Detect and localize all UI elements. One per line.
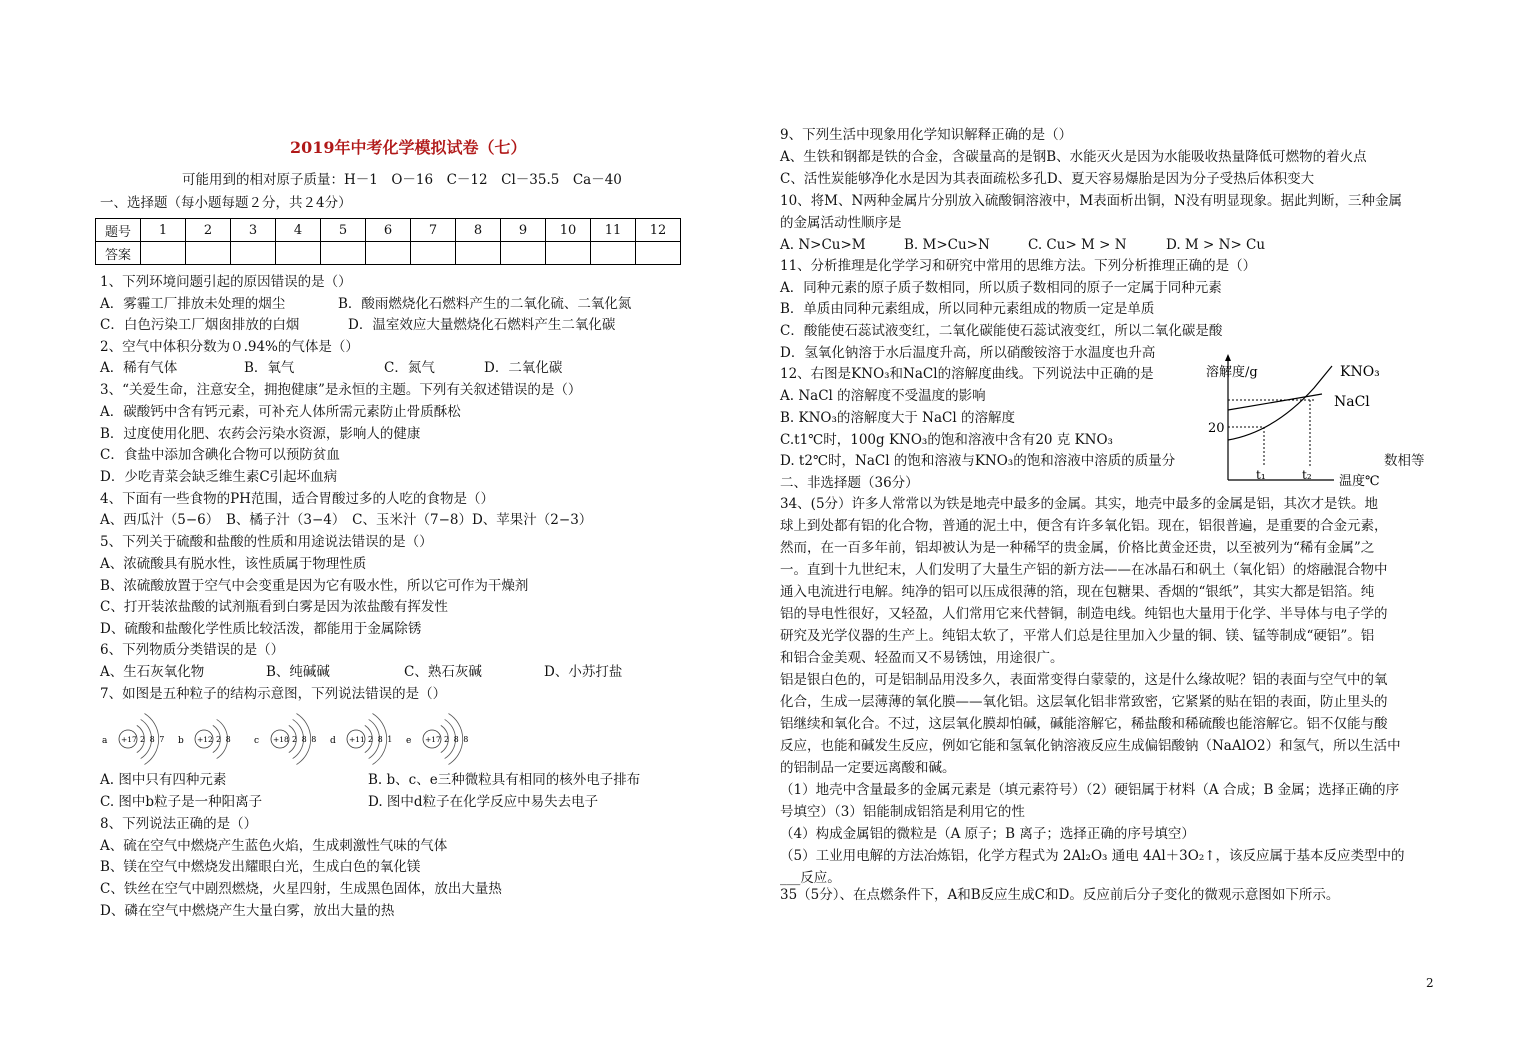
q34-line: 反应，也能和碱发生反应，例如它能和氢氧化钠溶液反应生成偏铝酸钠（NaAlO2）和氢气，所以生活中: [780, 738, 1401, 754]
atom-label: b: [178, 736, 184, 746]
q34-line: （1）地壳中含量最多的金属元素是（填元素符号）（2）硬铝属于材料（A 合成；B 金属；选择正确的序: [780, 782, 1400, 798]
section-2-heading: 二、非选择题（36分）: [780, 475, 919, 491]
q5-option-d: D、硫酸和盐酸化学性质比较活泼，都能用于金属除锈: [100, 621, 422, 637]
table-cell: 2: [186, 219, 231, 242]
q10-option-d: D. M > N> Cu: [1166, 237, 1266, 253]
nacl-curve: [1228, 394, 1322, 410]
atom-nucleus-charge: +12: [197, 735, 213, 744]
q1-option-a: A．雾霾工厂排放未处理的烟尘: [100, 296, 286, 312]
q9-stem: 9、下列生活中现象用化学知识解释正确的是（）: [780, 127, 1073, 143]
atom-structure-diagram: [100, 708, 500, 770]
q11-stem: 11、分析推理是化学学习和研究中常用的思维方法。下列分析推理正确的是（）: [780, 258, 1257, 274]
x-axis-label: 温度℃: [1339, 474, 1380, 489]
table-cell: 9: [501, 219, 546, 242]
q8-option-b: B、镁在空气中燃烧发出耀眼白光，生成白色的氧化镁: [100, 859, 421, 875]
q34-line: 和铝合金美观、轻盈而又不易锈蚀，用途很广。: [780, 650, 1064, 666]
q34-line: 球上到处都有铝的化合物，普通的泥土中，便含有许多氧化铝。现在，铝很普遍，是重要的合金元素，: [780, 518, 1388, 534]
q34-line: 化合，生成一层薄薄的氧化膜——氧化铝。这层氧化铝非常致密，它紧紧的贴在铝的表面，防止里头的: [780, 694, 1388, 710]
q11-option-d: D．氢氧化钠溶于水后温度升高，所以硝酸铵溶于水温度也升高: [780, 345, 1156, 361]
q1-option-b: B．酸雨燃烧化石燃料产生的二氧化硫、二氧化氮: [338, 296, 632, 312]
nacl-label: NaCl: [1334, 394, 1370, 410]
answer-table-answer-row: [96, 242, 681, 265]
section-1-heading: 一、选择题（每小题每题２分，共２4分）: [100, 195, 352, 211]
q6-option-a: A、生石灰氧化物: [100, 664, 205, 680]
q10-option-c: C. Cu> M > N: [1028, 237, 1127, 253]
atom-label: d: [330, 736, 336, 746]
q5-option-c: C、打开装浓盐酸的试剂瓶看到白雾是因为浓盐酸有挥发性: [100, 599, 448, 615]
q34-line: （5）工业用电解的方法冶炼铝，化学方程式为 2Al₂O₃ 通电 4Al＋3O₂↑，该反应属于基本反应类型中的: [780, 848, 1405, 864]
q34-line: 铝的导电性很好，又轻盈，人们常用它来代替铜，制造电线。纯铝也大量用于化学、半导体与电子学的: [780, 606, 1388, 622]
q6-option-c: C、熟石灰碱: [404, 664, 482, 680]
solubility-chart: [1204, 352, 1424, 492]
q3-option-a: A．碳酸钙中含有钙元素，可补充人体所需元素防止骨质酥松: [100, 404, 461, 420]
answer-cell[interactable]: [231, 242, 276, 265]
answer-cell[interactable]: [456, 242, 501, 265]
q6-option-b: B、纯碱碱: [266, 664, 330, 680]
q2-option-a: A．稀有气体: [100, 360, 178, 376]
q7-stem: 7、如图是五种粒子的结构示意图，下列说法错误的是（）: [100, 686, 447, 702]
exam-title: 2019年中考化学模拟试卷（七）: [290, 138, 527, 157]
answer-cell[interactable]: [501, 242, 546, 265]
q34-line: 然而，在一百多年前，铝却被认为是一种稀罕的贵金属，价格比黄金还贵，以至被列为“稀有金属”之: [780, 540, 1375, 556]
electron-shell-counts: 2 8 8: [444, 735, 470, 744]
q34-line: ___反应。: [780, 870, 841, 886]
table-cell: 答案: [96, 242, 141, 265]
q8-option-c: C、铁丝在空气中剧烈燃烧，火星四射，生成黑色固体，放出大量热: [100, 881, 502, 897]
x-tick-label-t1: t₁: [1256, 468, 1266, 482]
atom-nucleus-charge: +11: [349, 735, 365, 744]
answer-cell[interactable]: [186, 242, 231, 265]
atom-nucleus-charge: +17: [425, 735, 441, 744]
atom-nucleus-charge: +17: [121, 735, 137, 744]
q34-line: （4）构成金属铝的微粒是（A 原子；B 离子；选择正确的序号填空）: [780, 826, 1195, 842]
page-number: 2: [1426, 976, 1434, 990]
q34-line: 一。直到十九世纪末，人们发明了大量生产铝的新方法——在冰晶石和矾土（氧化铝）的熔融混合物中: [780, 562, 1388, 578]
y-axis-arrow-icon: [1225, 354, 1231, 361]
q34-line: 通入电流进行电解。纯净的铝可以压成很薄的箔，现在包糖果、香烟的“银纸”，其实大都是铝箔。纯: [780, 584, 1375, 600]
table-cell: 12: [636, 219, 681, 242]
q12-option-d: D. t2℃时，NaCl 的饱和溶液与KNO₃的饱和溶液中溶质的质量分: [780, 453, 1176, 469]
q3-option-d: D．少吃青菜会缺乏维生素C引起坏血病: [100, 469, 338, 485]
q34-line: 研究及光学仪器的生产上。纯铝太软了，平常人们总是往里加入少量的铜、镁、锰等制成“硬铝”。铝: [780, 628, 1375, 644]
q8-option-d: D、磷在空气中燃烧产生大量白雾，放出大量的热: [100, 903, 395, 919]
kno3-label: KNO₃: [1340, 364, 1380, 380]
q12-stem: 12、右图是KNO₃和NaCl的溶解度曲线。下列说法中正确的是: [780, 366, 1154, 382]
answer-cell[interactable]: [636, 242, 681, 265]
table-cell: 5: [321, 219, 366, 242]
q9-options-cd: C、活性炭能够净化水是因为其表面疏松多孔D、夏天容易爆胎是因为分子受热后体积变大: [780, 171, 1315, 187]
answer-cell[interactable]: [321, 242, 366, 265]
atom-label: e: [406, 736, 412, 746]
table-cell: 1: [141, 219, 186, 242]
q10-option-b: B. M>Cu>N: [904, 237, 990, 253]
q11-option-a: A．同种元素的原子质子数相同，所以质子数相同的原子一定属于同种元素: [780, 280, 1222, 296]
table-cell: 题号: [96, 219, 141, 242]
q11-option-c: C．酸能使石蕊试液变红，二氧化碳能使石蕊试液变红，所以二氧化碳是酸: [780, 323, 1223, 339]
answer-table-header-row: [96, 219, 681, 242]
q10-stem-line2: 的金属活动性顺序是: [780, 215, 902, 231]
q35-stem: 35（5分）、在点燃条件下，A和B反应生成C和D。反应前后分子变化的微观示意图如下所示。: [780, 887, 1340, 903]
answer-cell[interactable]: [546, 242, 591, 265]
q9-options-ab: A、生铁和钢都是铁的合金，含碳量高的是钢B、水能灭火是因为水能吸收热量降低可燃物的着火点: [780, 149, 1367, 165]
q10-option-a: A. N>Cu>M: [780, 237, 866, 253]
q8-stem: 8、下列说法正确的是（）: [100, 816, 258, 832]
q1-option-d: D．温室效应大量燃烧化石燃料产生二氧化碳: [348, 317, 616, 333]
answer-cell[interactable]: [141, 242, 186, 265]
q1-option-c: C．白色污染工厂烟囱排放的白烟: [100, 317, 300, 333]
q5-stem: 5、下列关于硫酸和盐酸的性质和用途说法错误的是（）: [100, 534, 433, 550]
q34-line: 的铝制品一定要远离酸和碱。: [780, 760, 956, 776]
q7-option-d: D. 图中d粒子在化学反应中易失去电子: [368, 794, 599, 810]
q4-stem: 4、下面有一些食物的PH范围，适合胃酸过多的人吃的食物是（）: [100, 491, 494, 507]
q8-option-a: A、硫在空气中燃烧产生蓝色火焰，生成刺激性气味的气体: [100, 838, 448, 854]
q5-option-a: A、浓硫酸具有脱水性，该性质属于物理性质: [100, 556, 367, 572]
table-cell: 3: [231, 219, 276, 242]
atom-label: c: [254, 736, 260, 746]
atom-label: a: [102, 736, 108, 746]
q4-options: A、西瓜汁（5−6） B、橘子汁（3−4） C、玉米汁（7−8）D、苹果汁（2−3）: [100, 512, 593, 528]
q34-line: 号填空）（3）铝能制成铝箔是利用它的性: [780, 804, 1025, 820]
answer-cell[interactable]: [366, 242, 411, 265]
q1-stem: 1、下列环境问题引起的原因错误的是（）: [100, 274, 352, 290]
q12-option-c: C.t1℃时，100g KNO₃的饱和溶液中含有20 克 KNO₃: [780, 432, 1113, 448]
q34-line: 铝是银白色的，可是铝制品用没多久，表面常变得白蒙蒙的，这是什么缘故呢？铝的表面与空气中的氧: [780, 672, 1388, 688]
q7-option-c: C. 图中b粒子是一种阳离子: [100, 794, 263, 810]
x-tick-label-t2: t₂: [1302, 468, 1312, 482]
q2-option-b: B．氧气: [244, 360, 295, 376]
q7-option-a: A. 图中只有四种元素: [100, 772, 227, 788]
q5-option-b: B、浓硫酸放置于空气中会变重是因为它有吸水性，所以它可作为干燥剂: [100, 578, 529, 594]
electron-shell-counts: 2 8 7: [140, 735, 166, 744]
q2-option-d: D．二氧化碳: [484, 360, 563, 376]
q6-option-d: D、小苏打盐: [544, 664, 623, 680]
answer-cell[interactable]: [276, 242, 321, 265]
q11-option-b: B．单质由同种元素组成，所以同种元素组成的物质一定是单质: [780, 301, 1155, 317]
q3-option-c: C．食盐中添加含碘化合物可以预防贫血: [100, 447, 340, 463]
table-cell: 8: [456, 219, 501, 242]
electron-shell-counts: 2 8: [216, 735, 232, 744]
q6-stem: 6、下列物质分类错误的是（）: [100, 642, 285, 658]
atom-nucleus-charge: +18: [273, 735, 289, 744]
table-cell: 6: [366, 219, 411, 242]
q2-stem: 2、空气中体积分数为０.94%的气体是（）: [100, 339, 359, 355]
q10-stem-line1: 10、将M、N两种金属片分别放入硫酸铜溶液中，M表面析出铜，N没有明显现象。据此判断，三种金属: [780, 193, 1402, 209]
electron-shell-counts: 2 8 1: [368, 735, 394, 744]
table-cell: 11: [591, 219, 636, 242]
q34-line: 铝继续和氧化合。不过，这层氧化膜却怕碱，碱能溶解它，稀盐酸和稀硫酸也能溶解它。铝不仅能与酸: [780, 716, 1388, 732]
answer-table: [95, 218, 681, 265]
answer-cell[interactable]: [591, 242, 636, 265]
q3-stem: 3、“关爱生命，注意安全，拥抱健康”是永恒的主题。下列有关叙述错误的是（）: [100, 382, 582, 398]
q12-option-d-tail: 数相等: [1384, 453, 1425, 469]
q12-option-a: A. NaCl 的溶解度不受温度的影响: [780, 388, 986, 404]
q3-option-b: B．过度使用化肥、农药会污染水资源，影响人的健康: [100, 426, 421, 442]
y-tick-label: 20: [1208, 421, 1225, 436]
y-axis-label: 溶解度/g: [1206, 365, 1258, 380]
table-cell: 7: [411, 219, 456, 242]
electron-shell-counts: 2 8 8: [292, 735, 318, 744]
atomic-mass-note: 可能用到的相对原子质量：H－1 O－16 C－12 Cl－35.5 Ca－40: [182, 172, 622, 188]
q12-option-b: B. KNO₃的溶解度大于 NaCl 的溶解度: [780, 410, 1015, 426]
answer-cell[interactable]: [411, 242, 456, 265]
q2-option-c: C．氮气: [384, 360, 435, 376]
table-cell: 10: [546, 219, 591, 242]
q34-line: 34、(5分）许多人常常以为铁是地壳中最多的金属。其实，地壳中最多的金属是铝，其次才是铁。地: [780, 496, 1379, 512]
q7-option-b: B. b、c、e三种微粒具有相同的核外电子排布: [368, 772, 641, 788]
table-cell: 4: [276, 219, 321, 242]
